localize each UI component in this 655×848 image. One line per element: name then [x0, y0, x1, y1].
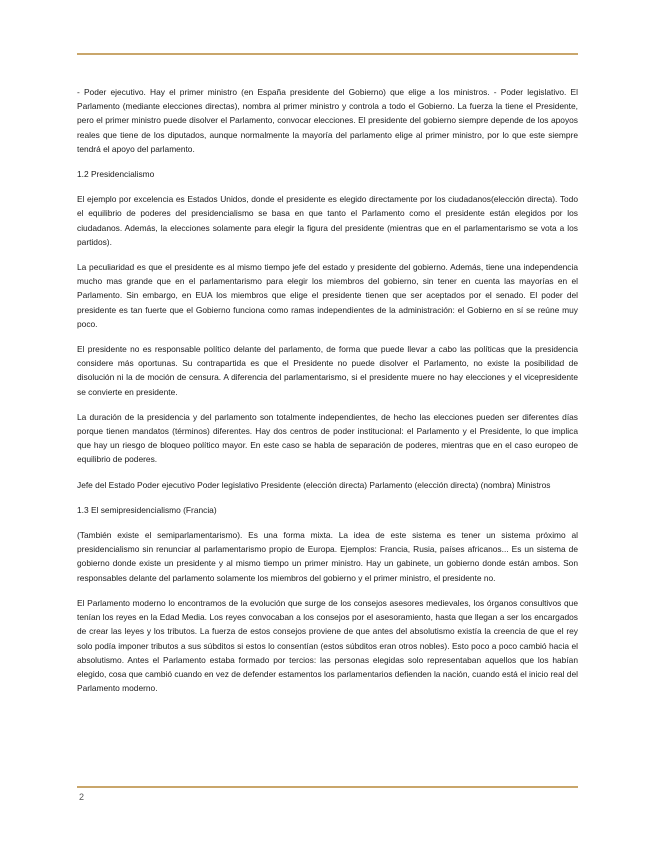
section-heading-semipresidencialismo: 1.3 El semipresidencialismo (Francia): [77, 504, 217, 515]
paragraph: (También existe el semiparlamentarismo). Es una forma mixta. La idea de este sistema es tener un sistema próximo al presidencialismo sin renunciar al parlamentarismo propio de Europa. Ejemplos: Francia, Rusia, países africanos... Es un sistema de gobierno donde existe un presidente y al mismo tiempo un primer ministro. Hay un gabinete, un gobierno donde están ambos. Son responsables delante del parlamento solamente los miembros del gobierno y el primer ministro, el presidente no.: [77, 530, 578, 583]
section-heading-presidencialismo: 1.2 Presidencialismo: [77, 169, 155, 180]
paragraph: El presidente no es responsable político delante del parlamento, de forma que puede llevar a cabo las políticas que la presidencia considere más oportunas. Su contrapartida es que el Presidente no puede disolver el Parlamento, no existe la posibilidad de disolución ni la de moción de censura. A diferencia del parlamentarismo, si el presidente muere no hay elecciones y el vicepresidente se convierte en presidente.: [77, 344, 578, 397]
header-rule: [77, 53, 578, 55]
paragraph: El Parlamento moderno lo encontramos de la evolución que surge de los consejos asesores medievales, los órganos consultivos que tenían los reyes en la Edad Media. Los reyes convocaban a los consejos por el asesoramiento, hasta que llegan a ser los encargados de crear las leyes y los tributos. La fuerza de estos consejos proviene de que antes del absolutismo existía la creencia de que el rey solo podía imponer tributos a sus súbditos si estos lo consentían (estos súbditos eran otros nobles). Esto poco a poco cambió hacia el absolutismo. Antes el Parlamento estaba formado por tercios: las personas elegidas solo representaban aquellos que los habían elegido, cosa que cambió cuando en vez de defender estamentos los parlamentarios defienden la nación, cuando está el inicio real del Parlamento moderno.: [77, 597, 578, 694]
document-body: [77, 85, 578, 706]
page-number: 2: [79, 792, 85, 802]
intro-paragraph: - Poder ejecutivo. Hay el primer ministro (en España presidente del Gobierno) que elige a los ministros. - Poder legislativo. El Parlamento (mediante elecciones directas), nombra al primer ministro y controla a todo el Gobierno. La fuerza la tiene el Presidente, pero el primer ministro puede disolver el Parlamento, convocar elecciones. El presidente del gobierno siempre depende de los apoyos reales que tiene de los diputados, aunque normalmente la mayoría del parlamento elige al primer ministro, por lo que este siempre tendrá el apoyo del parlamento.: [77, 87, 578, 154]
paragraph: Jefe del Estado Poder ejecutivo Poder legislativo Presidente (elección directa) Parlamento (elección directa) (nombra) Ministros: [77, 479, 551, 490]
paragraph: El ejemplo por excelencia es Estados Unidos, donde el presidente es elegido directamente por los ciudadanos(elección directa). Todo el equilibrio de poderes del presidencialismo se basa en que tanto el Parlamento como el presidente están elegidos por los ciudadanos. Además, la elecciones solamente para elegir la figura del presidente (mientras que en el parlamentarismo se vota a los partidos).: [77, 194, 578, 247]
paragraph: La duración de la presidencia y del parlamento son totalmente independientes, de hecho las elecciones pueden ser diferentes días porque tienen mandatos (términos) diferentes. Hay dos centros de poder institucional: el Parlamento y el Presidente, lo que implica que hay un riesgo de bloqueo político mayor. En este caso se habla de separación de poderes, mientras que en el caso europeo de equilibrio de poderes.: [77, 411, 578, 465]
paragraph: La peculiaridad es que el presidente es al mismo tiempo jefe del estado y presidente del gobierno. Además, tiene una independencia mucho mas grande que en el parlamentarismo para elegir los miembros del gobierno, sin tener en cuenta las mayorías en el Parlamento. Sin embargo, en EUA los miembros que elige el presidente tienen que ser aceptados por el senado. El poder del presidente es tan fuerte que el Gobierno funciona como ramas independientes de la administración: el Gobierno en sí se reúne muy poco.: [77, 262, 578, 329]
footer-rule: [77, 786, 578, 788]
